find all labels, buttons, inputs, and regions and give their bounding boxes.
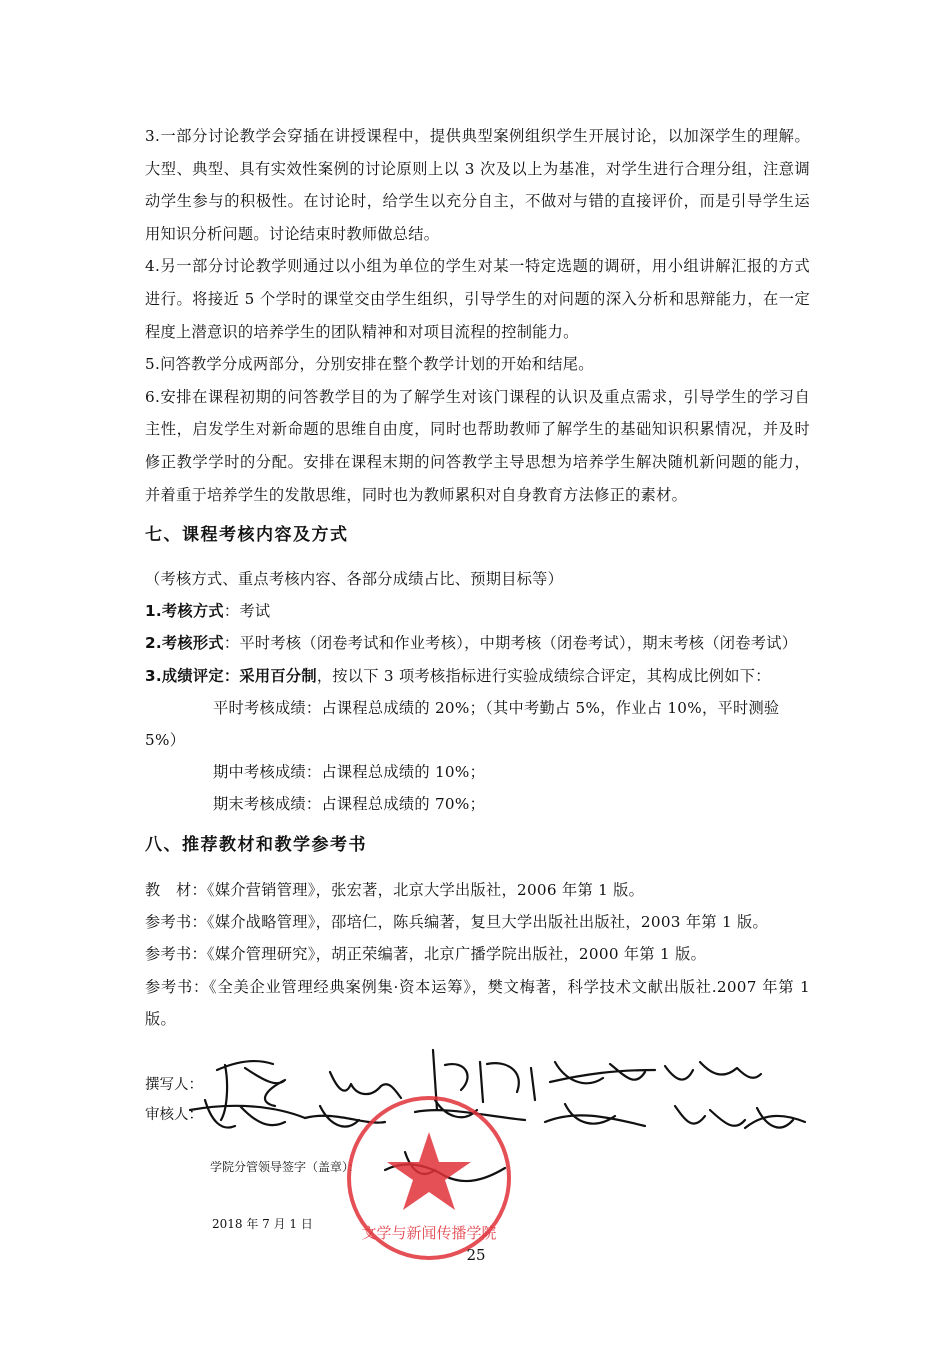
college-seal-stamp bbox=[343, 1092, 515, 1264]
grading bbox=[145, 660, 810, 692]
paragraph: 6.安排在课程初期的问答教学目的为了解学生对该门课程的认识及重点需求，引导学生的学习自主性，启发学生对新命题的思维自由度，同时也帮助教师了解学生的基础知识积累情况，并及时修正教学学时的分配。安排在课程末期的问答教学主导思想为培养学生解决随机新问题的能力，并着重于培养学生的发散思维，同时也为教师累积对自身教育方法修正的素材。 bbox=[145, 387, 810, 504]
grading-value: ，按以下 3 项考核指标进行实验成绩综合评定，其构成比例如下： bbox=[316, 666, 771, 685]
final-score: 期末考核成绩：占课程总成绩的 70%； bbox=[213, 795, 486, 814]
book-item: 教 材：《媒介营销管理》，张宏著，北京大学出版社，2006 年第 1 版。 bbox=[145, 881, 645, 899]
signature-area bbox=[145, 1040, 825, 1240]
assessment-method bbox=[145, 595, 810, 627]
regular-score-cont: 5%） bbox=[145, 731, 186, 750]
book-item: 参考书：《媒介管理研究》，胡正荣编著，北京广播学院出版社，2000 年第 1 版。 bbox=[145, 945, 707, 964]
assessment-method-label: 1.考核方式 bbox=[145, 602, 224, 621]
leader-signature-label: 学院分管领导签字（盖章）： bbox=[210, 1160, 361, 1174]
teaching-method-paragraphs bbox=[145, 120, 810, 511]
midterm-score: 期中考核成绩：占课程总成绩的 10%； bbox=[213, 763, 486, 782]
regular-score: 平时考核成绩：占课程总成绩的 20%；（其中考勤占 5%，作业占 10%，平时测验 bbox=[213, 698, 780, 717]
paragraph: 4.另一部分讨论教学则通过以小组为单位的学生对某一特定选题的调研，用小组讲解汇报的方式进行。将接近 5 个学时的课堂交由学生组织，引导学生的对问题的深入分析和思辩能力，在一定程度上潜意识的培养学生的团队精神和对项目流程的控制能力。 bbox=[145, 257, 810, 341]
section-heading-assessment: 七、课程考核内容及方式 bbox=[145, 525, 349, 545]
section-heading-textbooks: 八、推荐教材和教学参考书 bbox=[145, 835, 367, 855]
assessment-method-value: ：考试 bbox=[223, 602, 271, 621]
book-item: 参考书：《全美企业管理经典案例集·资本运筹》，樊文梅著，科学技术文献出版社.2007 年第 1 版。 bbox=[145, 977, 810, 1029]
stamp-text: 文学与新闻传播学院 bbox=[361, 1224, 497, 1242]
assessment-form-label: 2.考核形式 bbox=[145, 634, 224, 653]
page-number: 25 bbox=[466, 1246, 486, 1264]
book-item: 参考书：《媒介战略管理》，邵培仁，陈兵编著，复旦大学出版社出版社，2003 年第 1 版。 bbox=[145, 913, 769, 932]
grading-label: 3.成绩评定：采用百分制 bbox=[145, 666, 317, 685]
reviewer-label: 审核人： bbox=[145, 1107, 203, 1123]
assessment-note: （考核方式、重点考核内容、各部分成绩占比、预期目标等） bbox=[145, 570, 564, 588]
assessment-form-value: ：平时考核（闭卷考试和作业考核），中期考核（闭卷考试），期末考核（闭卷考试） bbox=[223, 634, 798, 653]
assessment-form bbox=[145, 627, 810, 659]
paragraph: 5.问答教学分成两部分，分别安排在整个教学计划的开始和结尾。 bbox=[145, 355, 594, 374]
writer-label: 撰写人： bbox=[145, 1077, 203, 1093]
textbook-list bbox=[145, 874, 810, 1036]
assessment-details bbox=[145, 563, 810, 821]
paragraph: 3.一部分讨论教学会穿插在讲授课程中，提供典型案例组织学生开展讨论，以加深学生的理解。大型、典型、具有实效性案例的讨论原则上以 3 次及以上为基准，对学生进行合理分组，注意调动学生参与的积极性。在讨论时，给学生以充分自主，不做对与错的直接评价，而是引导学生运用知识分析问题。讨论结束时教师做总结。 bbox=[145, 127, 810, 243]
signature-date: 2018 年 7 月 1 日 bbox=[212, 1217, 313, 1231]
